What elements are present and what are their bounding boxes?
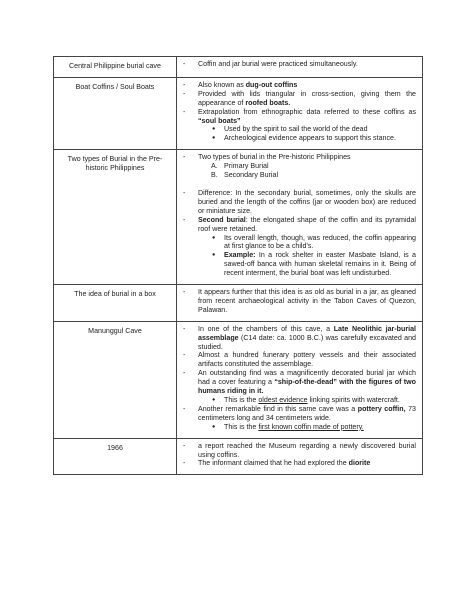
- sub-list-item: [198, 251, 416, 278]
- list-item: [183, 216, 416, 278]
- list-item: [183, 405, 416, 432]
- sub-bullet-list: [198, 423, 416, 432]
- table-row: [54, 285, 423, 322]
- sub-bullet-list: [198, 234, 416, 279]
- text-span: Provided with lids triangular in cross-section, giving them the appearance of: [198, 89, 416, 107]
- bold-text: “soul boats”: [198, 116, 241, 125]
- text-span: Two types of burial in the Pre-historic Philippines: [198, 153, 351, 162]
- sub-list-item: [198, 396, 416, 405]
- description-cell: [177, 150, 423, 285]
- table-row: [54, 438, 423, 475]
- list-item: [183, 369, 416, 405]
- description-cell: [177, 57, 423, 78]
- list-item: [183, 153, 416, 189]
- term-cell: Manunggul Cave: [54, 321, 177, 438]
- list-item: - It appears further that this idea is as old as burial in a jar, as gleaned from recent archaeological activity in the Tabon Caves of Quezon, Palawan.: [183, 288, 416, 315]
- list-item: - a report reached the Museum regarding a newly discovered burial using coffins.: [183, 442, 416, 460]
- underlined-text: oldest evidence: [258, 396, 308, 404]
- text-span: In a rock shelter in easter Masbate Island, is a sawed-off banca with human skeletal remains in it. Being of recent interment, the burial boat was left undisturbed.: [224, 251, 416, 278]
- lettered-item: [198, 171, 416, 180]
- list-item: [183, 108, 416, 144]
- bold-text: Second burial: [198, 215, 246, 224]
- text-span: linking spirits with watercraft.: [307, 396, 400, 404]
- underlined-text: first known coffin made of pottery.: [258, 422, 364, 431]
- text-span: An outstanding find was a magnificently decorated burial jar which had a cover featuring a: [198, 369, 416, 387]
- list-item: [183, 325, 416, 352]
- table-row: [54, 321, 423, 438]
- list-item: - Difference: In the secondary burial, sometimes, only the skulls are buried and the length of the coffins (jar or wooden box) are reduced or miniature size.: [183, 189, 416, 216]
- description-cell: [177, 285, 423, 322]
- text-span: : the elongated shape of the coffin and its pyramidal roof were retained.: [198, 215, 416, 233]
- bold-text: diorite: [348, 459, 371, 468]
- text-span: Extrapolation from ethnographic data referred to these coffins as: [198, 107, 416, 116]
- term-cell: The idea of burial in a box: [54, 285, 177, 322]
- text-span: Primary Burial: [224, 162, 269, 171]
- bullet-list: [183, 153, 416, 278]
- list-item: [183, 459, 416, 468]
- table-row: [54, 57, 423, 78]
- text-span: 73 centimeters long and 34 centimeters wide.: [198, 404, 416, 422]
- bold-text: Late Neolithic jar-burial assemblage: [198, 324, 416, 342]
- list-item: [183, 90, 416, 108]
- sub-bullet-list: [198, 396, 416, 405]
- term-cell: Two types of Burial in the Pre-historic Philippines: [54, 150, 177, 285]
- table-row: [54, 150, 423, 285]
- text-span: The informant claimed that he had explored the: [198, 459, 349, 468]
- notes-table: [53, 56, 423, 475]
- sub-bullet-list: [198, 125, 416, 143]
- bullet-list: [183, 325, 416, 432]
- description-cell: [177, 438, 423, 475]
- list-item: - Coffin and jar burial were practiced simultaneously.: [183, 60, 416, 69]
- bold-text: “ship-of-the-dead” with the figures of two humans riding in it.: [198, 378, 416, 396]
- bold-text: Example:: [224, 251, 256, 260]
- bullet-list: [183, 288, 416, 315]
- bullet-list: [183, 442, 416, 469]
- description-cell: [177, 321, 423, 438]
- text-span: This is the: [224, 422, 259, 431]
- bold-text: dug-out coffins: [245, 80, 298, 89]
- sub-list-item: ● Used by the spirit to sail the world of the dead: [198, 125, 416, 134]
- list-marker: B.: [211, 171, 218, 180]
- text-span: Also known as: [198, 80, 246, 89]
- lettered-list: [198, 162, 416, 180]
- list-marker: A.: [211, 162, 218, 171]
- term-cell: Central Philippine burial cave: [54, 57, 177, 78]
- term-cell: 1966: [54, 438, 177, 475]
- bold-text: roofed boats.: [245, 98, 291, 107]
- bullet-list: [183, 60, 416, 69]
- text-span: Another remarkable find in this same cave was a: [198, 404, 358, 413]
- text-span: In one of the chambers of this cave, a: [198, 324, 334, 333]
- list-item: - Almost a hundred funerary pottery vessels and their associated artifacts constituted the assemblage.: [183, 351, 416, 369]
- sub-list-item: [198, 423, 416, 432]
- bold-text: pottery coffin,: [357, 404, 406, 413]
- text-span: Secondary Burial: [224, 171, 279, 180]
- text-span: This is the: [224, 396, 259, 404]
- term-cell: Boat Coffins / Soul Boats: [54, 77, 177, 149]
- bullet-list: [183, 81, 416, 143]
- sub-list-item: ● Archeological evidence appears to support this stance.: [198, 134, 416, 143]
- description-cell: [177, 77, 423, 149]
- sub-list-item: ● Its overall length, though, was reduced, the coffin appearing at first glance to be a child’s.: [198, 234, 416, 252]
- spacer: [198, 180, 416, 189]
- text-span: (C14 date: ca. 1000 B.C.) was carefully excavated and studied.: [198, 333, 416, 351]
- lettered-item: [198, 162, 416, 171]
- list-item: [183, 81, 416, 90]
- table-row: [54, 77, 423, 149]
